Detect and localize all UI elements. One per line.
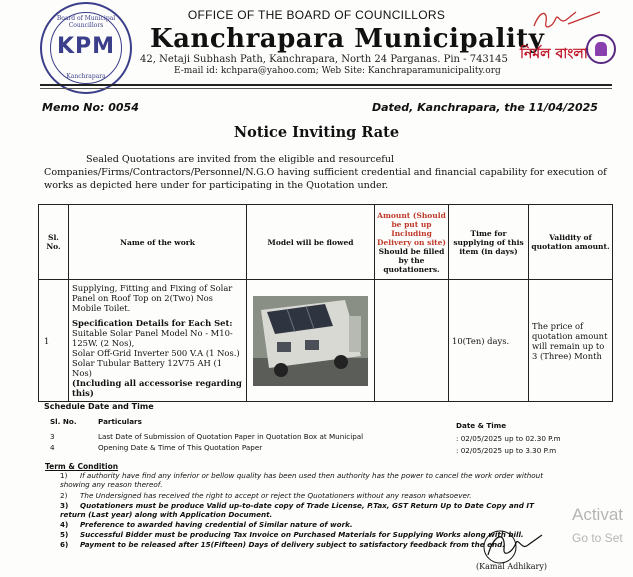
schedule-col-sl: Sl. No. [50, 417, 77, 426]
memo-number: Memo No: 0054 [42, 101, 139, 114]
works-table [38, 204, 613, 402]
schedule-row-datetime: : 02/05/2025 up to 02.30 P.m [456, 434, 561, 443]
row-validity: The price of quotation amount will remain up to 3 (Three) Month [529, 280, 613, 402]
schedule-row-sl: 4 [50, 443, 55, 452]
header-validity: Validity of quotation amount. [529, 205, 613, 280]
signatory-name: (Kamal Adhikary) [476, 562, 548, 571]
schedule-row-sl: 3 [50, 432, 55, 441]
watermark-line1: Activat [572, 505, 624, 524]
office-heading: OFFICE OF THE BOARD OF COUNCILLORS [187, 8, 446, 22]
signatory-signature-icon [470, 525, 560, 565]
spec-footer: (Including all accessorise regarding this) [72, 378, 242, 398]
row-time: 10(Ten) days. [449, 280, 529, 402]
seal-ring-text-bottom: Kanchrapara [66, 73, 106, 80]
top-signature-icon [530, 4, 610, 34]
amount-main: Should be filled by the quotationers. [378, 246, 445, 274]
schedule-row-particular: Opening Date & Time of This Quotation Paper [98, 443, 263, 452]
seal-ring-text-top: Board of Municipal Councillors [56, 15, 116, 29]
row-sl: 1 [39, 280, 69, 402]
row-model [247, 280, 375, 402]
header-amount [375, 205, 449, 280]
amount-hint: Amount (Should be put up Including Delivery on site) [377, 210, 446, 247]
activation-watermark [572, 505, 623, 545]
nirmal-bangla-logo [520, 32, 616, 78]
intro-paragraph: Sealed Quotations are invited from the eligible and resourceful Companies/Firms/Contractors/Personnel/N.G.O having sufficient credential and financial capability for execution of works as depicted here under for participating in the Quotation under. [44, 154, 607, 191]
term-item: 4) Preference to awarded having credential of Similar nature of work. [60, 520, 353, 529]
header-model: Model will be flowed [247, 205, 375, 280]
spec-heading: Specification Details for Each Set: [72, 318, 233, 328]
header-time: Time for supplying of this item (in days) [449, 205, 529, 280]
header-rule [40, 84, 612, 86]
schedule-title: Schedule Date and Time [44, 402, 154, 411]
term-item: 3) Quotationers must be produce Valid up-to-date copy of Trade License, P.Tax, GST Return Up to Date Copy and IT return (Last year) along with Application Document. [60, 501, 535, 519]
terms-title: Term & Condition [45, 462, 119, 471]
nirmal-bangla-text: নির্মল বাংলা [520, 46, 588, 62]
spec-line: Suitable Solar Panel Model No - M10-125W. (2 Nos), [72, 328, 233, 348]
mobile-toilet-photo [253, 296, 368, 386]
header-work: Name of the work [69, 205, 247, 280]
watermark-line2: Go to Set [572, 531, 623, 545]
municipality-name: Kanchrapara Municipality [150, 24, 545, 54]
term-item: 5) Successful Bidder must be producing Tax Invoice on Purchased Materials for Supplying Works along with bill. [60, 530, 524, 539]
schedule-row-datetime: : 02/05/2025 up to 3.30 P.m [456, 446, 557, 455]
contact-line: E-mail id: kchpara@yahoo.com; Web Site: Kanchraparamunicipality.org [174, 66, 501, 76]
term-item: 1) If authority have find any inferior or bellow quality has been used then authority has the power to cancel the work order without showing any reason thereof. [60, 471, 544, 489]
spec-line: Solar Tubular Battery 12V75 AH (1 Nos) [72, 358, 223, 378]
schedule-col-particulars: Particulars [98, 417, 142, 426]
seal-kpm-text: KPM [56, 34, 116, 59]
table-header-row [39, 205, 613, 280]
nirmal-emblem-icon [586, 34, 616, 64]
header-rule-thin [40, 88, 612, 89]
memo-date: Dated, Kanchrapara, the 11/04/2025 [372, 101, 598, 114]
row-amount [375, 280, 449, 402]
term-item: 6) Payment to be released after 15(Fifteen) Days of delivery subject to satisfactory feedback from the end. [60, 540, 505, 549]
row-work [69, 280, 247, 402]
address-line: 42, Netaji Subhash Path, Kanchrapara, North 24 Parganas. Pin - 743145 [140, 54, 508, 65]
term-item: 2) The Undersigned has received the right to accept or reject the Quotationers without any reason whatsoever. [60, 491, 472, 500]
table-row [39, 280, 613, 402]
spec-line: Solar Off-Grid Inverter 500 V.A (1 Nos.) [72, 348, 240, 358]
schedule-row-particular: Last Date of Submission of Quotation Paper in Quotation Box at Municipal [98, 432, 364, 441]
work-title: Supplying, Fitting and Fixing of Solar Panel on Roof Top on 2(Two) Nos Mobile Toilet. [72, 283, 233, 313]
schedule-col-datetime: Date & Time [456, 421, 507, 430]
notice-title: Notice Inviting Rate [233, 124, 400, 141]
header-sl: Sl. No. [39, 205, 69, 280]
